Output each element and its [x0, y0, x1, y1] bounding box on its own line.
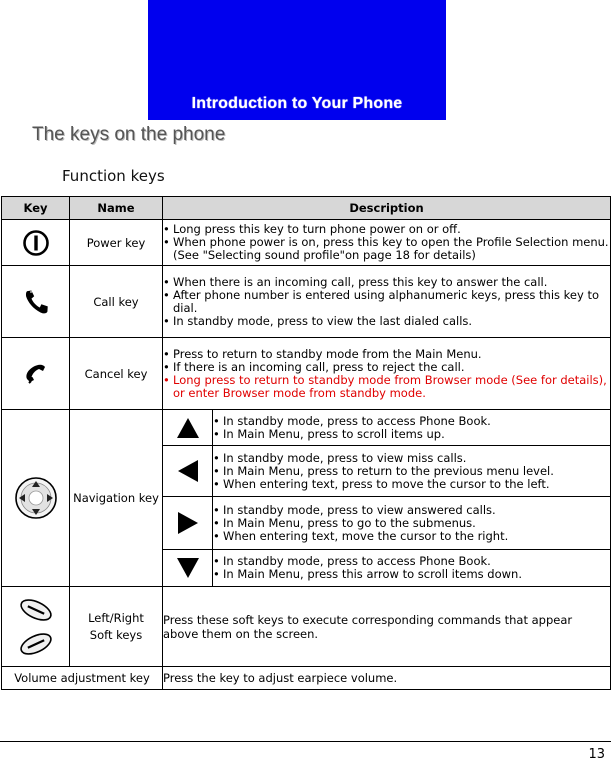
list-item: • If there is an incoming call, press to reject the call.	[163, 359, 465, 374]
nav-down-arrow-cell	[163, 550, 213, 587]
table-row-soft-keys	[2, 587, 611, 667]
header-name: Name	[70, 197, 163, 220]
list-item: • In standby mode, press to view answered calls.	[213, 502, 496, 517]
cancel-key-icon	[23, 361, 49, 387]
list-item: • After phone number is entered using alphanumeric keys, press this key to dial.	[163, 287, 599, 315]
soft-key-icon-cell	[2, 587, 70, 667]
soft-keys-name: Left/Right Soft keys	[70, 587, 163, 667]
navigation-key-name: Navigation key	[70, 410, 163, 587]
list-item: • When phone power is on, press this key to open the Profile Selection menu. (See "Selecting sound profile"on page 18 for details)	[163, 235, 609, 262]
list-item: • Long press this key to turn phone power on or off.	[163, 222, 461, 236]
list-item: • When entering text, move the cursor to the right.	[213, 528, 509, 543]
nav-left-description	[213, 446, 611, 497]
call-key-icon-cell	[2, 266, 70, 338]
list-item: • Long press to return to standby mode from Browser mode (See for details), or enter Browser mode from standby mode.	[163, 372, 607, 400]
table-row-power	[2, 220, 611, 266]
volume-key-name: Volume adjustment key	[2, 667, 163, 690]
footer-divider	[0, 741, 611, 742]
list-item: • In Main Menu, press to return to the previous menu level.	[213, 463, 554, 478]
nav-up-arrow-cell	[163, 410, 213, 446]
table-row-call	[2, 266, 611, 338]
cancel-key-name: Cancel key	[70, 338, 163, 410]
volume-key-description: Press the key to adjust earpiece volume.	[163, 667, 611, 690]
cancel-key-icon-cell	[2, 338, 70, 410]
arrow-left-icon	[177, 459, 199, 483]
table-row-cancel	[2, 338, 611, 410]
list-item: • When entering text, press to move the cursor to the left.	[213, 476, 550, 491]
table-row-navigation-up	[2, 410, 611, 446]
soft-keys-description: Press these soft keys to execute corresponding commands that appear above them on the screen.	[163, 587, 611, 667]
nav-left-arrow-cell	[163, 446, 213, 497]
call-key-description	[163, 266, 611, 338]
navigation-key-icon	[14, 476, 58, 520]
nav-down-description	[213, 550, 611, 587]
list-item: • In standby mode, press to view miss calls.	[213, 450, 467, 465]
nav-right-description	[213, 497, 611, 550]
power-key-icon	[22, 229, 50, 257]
list-item: • In standby mode, press to access Phone Book.	[213, 413, 491, 428]
list-item: • When there is an incoming call, press this key to answer the call.	[163, 274, 548, 289]
arrow-right-icon	[177, 511, 199, 535]
page-number: 13	[588, 747, 605, 762]
chapter-title: Introduction to Your Phone	[191, 95, 403, 112]
table-row-volume	[2, 667, 611, 690]
call-key-icon	[23, 287, 49, 317]
list-item: • In Main Menu, press to scroll items up.	[213, 426, 445, 441]
subsection-heading: Function keys	[62, 167, 165, 185]
header-description: Description	[163, 197, 611, 220]
header-key: Key	[2, 197, 70, 220]
navigation-key-icon-cell	[2, 410, 70, 587]
call-key-name: Call key	[70, 266, 163, 338]
section-heading: The keys on the phone	[32, 124, 226, 145]
nav-right-arrow-cell	[163, 497, 213, 550]
table-header-row	[2, 197, 611, 220]
nav-up-description	[213, 410, 611, 446]
cancel-key-description	[163, 338, 611, 410]
list-item: • In standby mode, press to access Phone Book.	[213, 554, 491, 568]
list-item: • Press to return to standby mode from the Main Menu.	[163, 346, 482, 361]
chapter-banner	[148, 0, 446, 120]
power-key-name: Power key	[70, 220, 163, 266]
list-item: • In Main Menu, press this arrow to scroll items down.	[213, 567, 522, 581]
list-item: • In standby mode, press to view the last dialed calls.	[163, 313, 473, 328]
arrow-down-icon	[176, 557, 200, 579]
soft-key-icon	[14, 594, 58, 660]
list-item: • In Main Menu, press to go to the submenus.	[213, 515, 476, 530]
power-key-icon-cell	[2, 220, 70, 266]
arrow-up-icon	[176, 417, 200, 439]
power-key-description	[163, 220, 611, 266]
function-keys-table	[1, 196, 611, 690]
